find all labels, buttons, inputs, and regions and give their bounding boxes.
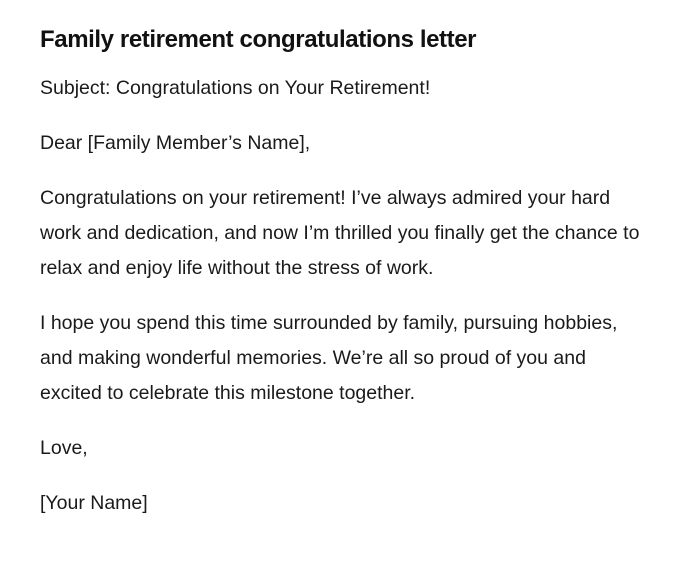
body-paragraph: Congratulations on your retirement! I’ve always admired your hard work and dedication, and now I’m thrilled you finally get the chance to relax and enjoy life without the stress of work. xyxy=(40,187,640,279)
subject-line: Subject: Congratulations on Your Retirement! xyxy=(40,77,431,99)
greeting: Dear [Family Member’s Name], xyxy=(40,132,311,154)
closing: Love, xyxy=(40,437,88,459)
body-paragraph: I hope you spend this time surrounded by family, pursuing hobbies, and making wonderful memories. We’re all so proud of you and excited to celebrate this milestone together. xyxy=(40,312,618,404)
signature: [Your Name] xyxy=(40,492,148,514)
page-title: Family retirement congratulations letter xyxy=(40,26,477,53)
